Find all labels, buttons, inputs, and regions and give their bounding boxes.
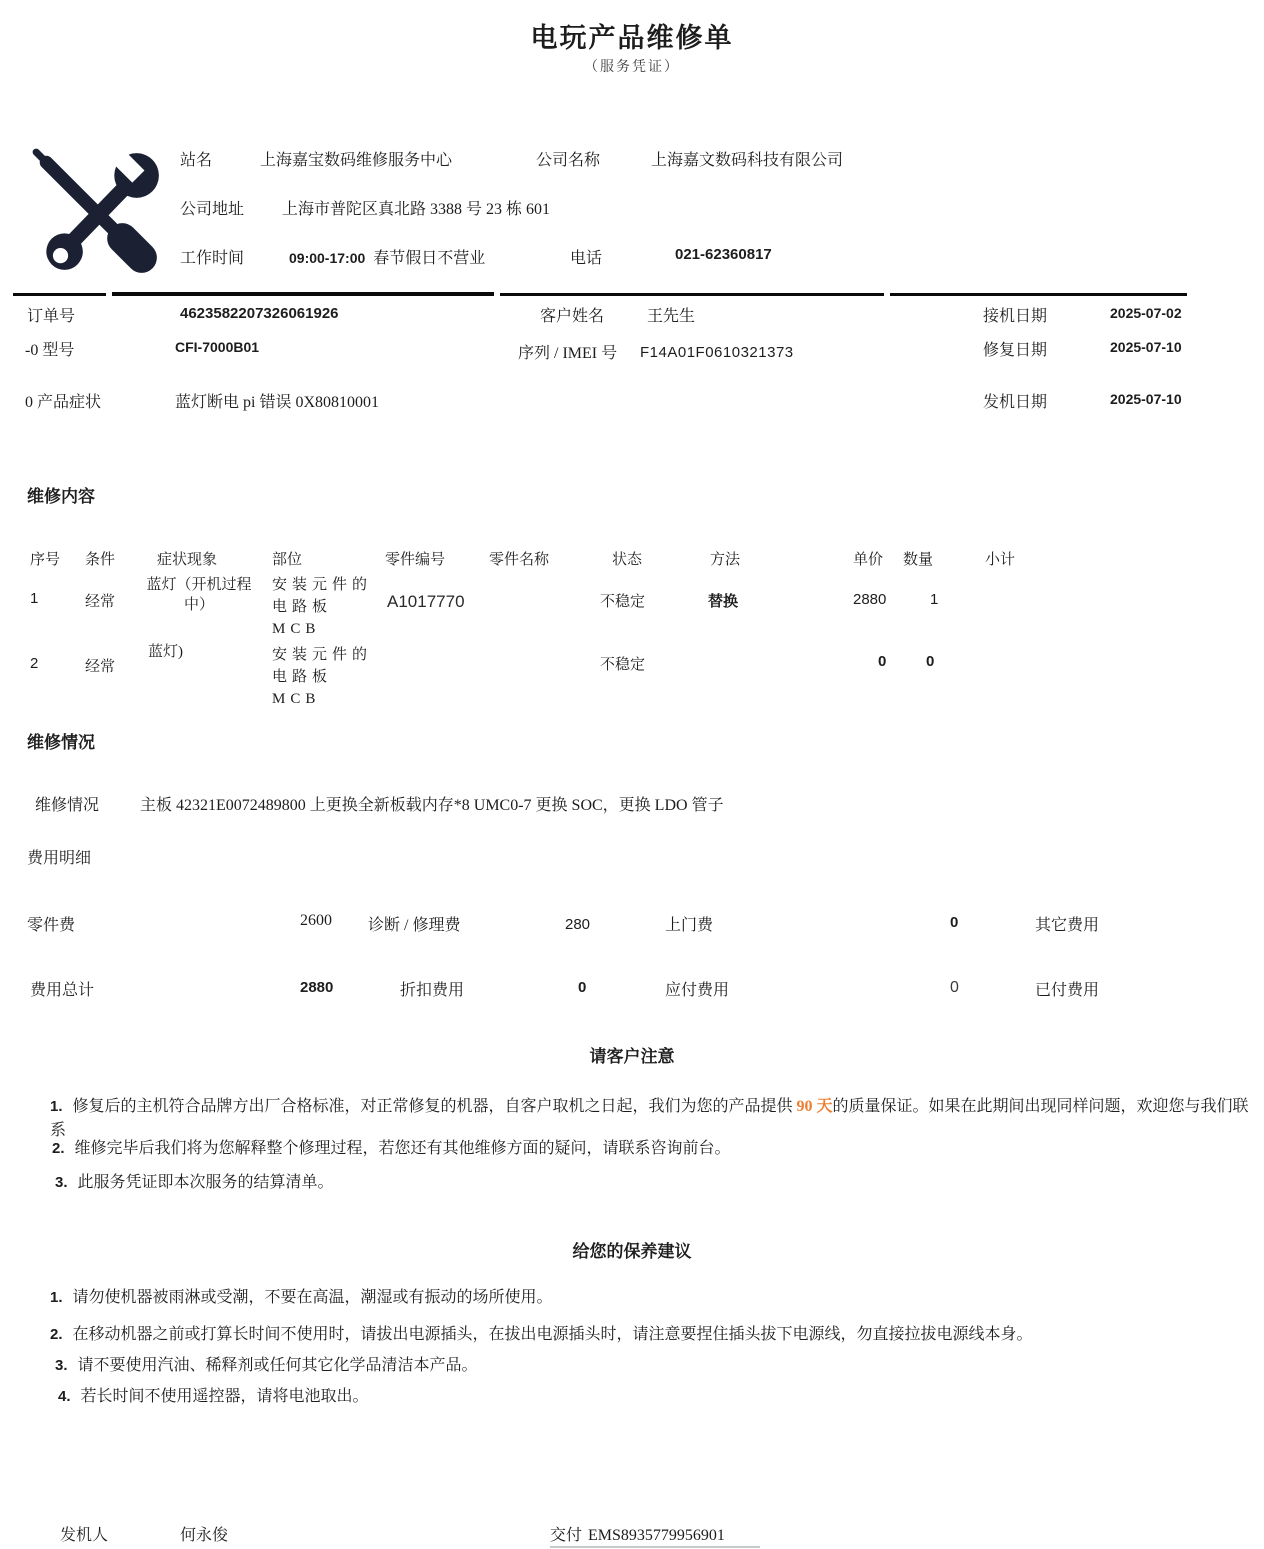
advice-item-number: 4. [58, 1388, 71, 1405]
serial-value: F14A01F0610321373 [640, 344, 794, 361]
column-header-status: 状态 [612, 552, 643, 568]
diagnosis-fee-value: 280 [565, 916, 591, 933]
symptom-label: 0 产品症状 [25, 394, 102, 411]
advice-item-number: 1. [50, 1289, 63, 1306]
column-header-part: 部位 [272, 552, 303, 568]
repair-content-heading: 维修内容 [27, 487, 95, 506]
page-subtitle: （服务凭证） [584, 60, 680, 75]
visit-fee-label: 上门费 [665, 917, 714, 934]
shipped-date-label: 发机日期 [983, 394, 1048, 411]
advice-item-text: 若长时间不使用遥控器，请将电池取出。 [80, 1388, 369, 1405]
payable-fee-label: 应付费用 [665, 982, 730, 999]
delivery-value: EMS8935779956901 [588, 1527, 725, 1544]
notice-item-text: 修复后的主机符合品牌方出厂合格标准，对正常修复的机器，自客户取机之日起，我们为您的产品提供 [72, 1098, 797, 1115]
received-date-label: 接机日期 [983, 308, 1048, 325]
row-part: 安装元件的电路板 MCB [272, 577, 373, 637]
notice-item-text: 此服务凭证即本次服务的结算清单。 [77, 1174, 334, 1191]
company-name-value: 上海嘉文数码科技有限公司 [651, 152, 844, 169]
column-header-subtotal: 小计 [985, 552, 1016, 568]
notice-item-text: 维修完毕后我们将为您解释整个修理过程，若您还有其他维修方面的疑问，请联系咨询前台。 [74, 1140, 731, 1157]
sender-label: 发机人 [60, 1527, 109, 1544]
repair-status-value: 主板 42321E0072489800 上更换全新板载内存*8 UMC0-7 更换 SOC，更换 LDO 管子 [140, 797, 724, 814]
notice-item-number: 2. [52, 1140, 65, 1157]
warranty-highlight: 90 天 [796, 1098, 833, 1115]
advice-item-text: 请不要使用汽油、稀释剂或任何其它化学品清洁本产品。 [77, 1357, 478, 1374]
advice-item-text: 请勿使机器被雨淋或受潮，不要在高温，潮湿或有振动的场所使用。 [72, 1289, 553, 1306]
column-header-seq: 序号 [30, 552, 61, 568]
notice-item-text: 的质量保证。如果在此期间出现同样问题，欢迎您与我们联系 [50, 1098, 1249, 1139]
discount-fee-label: 折扣费用 [400, 982, 465, 999]
sender-value: 何永俊 [180, 1527, 229, 1544]
row-status: 不稳定 [600, 657, 646, 673]
repair-status-heading: 维修情况 [27, 733, 95, 752]
notice-item-number: 3. [55, 1174, 68, 1191]
company-name-label: 公司名称 [536, 152, 601, 169]
customer-name-value: 王先生 [647, 308, 696, 325]
fee-detail-label: 费用明细 [27, 850, 92, 867]
payable-fee-value: 0 [950, 979, 959, 996]
station-value: 上海嘉宝数码维修服务中心 [260, 152, 453, 169]
notice-item-number: 1. [50, 1098, 63, 1115]
customer-notice-heading: 请客户注意 [589, 1047, 675, 1066]
delivery-label: 交付 [550, 1527, 583, 1544]
row-status: 不稳定 [600, 594, 646, 610]
separator-line [112, 292, 494, 296]
customer-name-label: 客户姓名 [540, 308, 605, 325]
symptom-value: 蓝灯断电 pi 错误 0X80810001 [175, 394, 380, 411]
separator-line [13, 293, 106, 296]
column-header-part-name: 零件名称 [489, 552, 550, 568]
maintenance-advice-heading: 给您的保养建议 [572, 1242, 692, 1261]
row-part: 安装元件的电路板 MCB [272, 647, 373, 707]
hours-label: 工作时间 [180, 250, 245, 267]
row-unit-price: 2880 [853, 591, 887, 608]
advice-item-text: 在移动机器之前或打算长时间不使用时，请拔出电源插头，在拔出电源插头时，请注意要捏住插头拔下电源线，勿直接拉拔电源线本身。 [72, 1326, 1033, 1343]
advice-item-number: 3. [55, 1357, 68, 1374]
hours-note: 春节假日不营业 [373, 250, 486, 267]
shipped-date-value: 2025-07-10 [1110, 391, 1182, 407]
column-header-method: 方法 [710, 552, 741, 568]
order-no-label: 订单号 [27, 308, 76, 325]
row-seq: 2 [30, 655, 39, 672]
phone-label: 电话 [570, 250, 603, 267]
row-condition: 经常 [85, 659, 116, 675]
row-method: 替换 [708, 594, 739, 610]
received-date-value: 2025-07-02 [1110, 305, 1182, 321]
column-header-condition: 条件 [85, 552, 116, 568]
row-qty: 1 [930, 591, 939, 608]
row-symptom: 蓝灯) [148, 644, 183, 660]
address-label: 公司地址 [180, 201, 245, 218]
separator-line [500, 293, 884, 296]
column-header-qty: 数量 [903, 552, 934, 568]
tools-logo-icon [24, 140, 166, 282]
row-unit-price: 0 [878, 653, 887, 670]
repaired-date-label: 修复日期 [983, 342, 1048, 359]
parts-fee-value: 2600 [300, 912, 332, 929]
serial-label: 序列 / IMEI 号 [518, 345, 618, 362]
row-part-no: A1017770 [387, 592, 465, 611]
column-header-symptom: 症状现象 [157, 552, 218, 568]
model-value: CFI-7000B01 [175, 339, 260, 355]
parts-fee-label: 零件费 [27, 917, 76, 934]
phone-value: 021-62360817 [675, 246, 772, 263]
row-qty: 0 [926, 653, 935, 670]
order-no-value: 4623582207326061926 [180, 305, 339, 322]
total-fee-label: 费用总计 [30, 982, 95, 999]
total-fee-value: 2880 [300, 979, 334, 996]
visit-fee-value: 0 [950, 914, 959, 931]
model-label: -0 型号 [25, 342, 75, 359]
footer-partial-line [550, 1546, 760, 1548]
advice-item [58, 1385, 1258, 1409]
separator-line [890, 293, 1187, 296]
advice-item [50, 1286, 1258, 1310]
row-condition: 经常 [85, 594, 116, 610]
column-header-part-no: 零件编号 [385, 552, 446, 568]
station-label: 站名 [180, 152, 213, 169]
address-value: 上海市普陀区真北路 3388 号 23 栋 601 [282, 201, 551, 218]
advice-item [50, 1323, 1258, 1347]
diagnosis-fee-label: 诊断 / 修理费 [368, 917, 461, 934]
row-seq: 1 [30, 590, 39, 607]
hours-time: 09:00-17:00 [289, 250, 366, 266]
advice-item-number: 2. [50, 1326, 63, 1343]
page-title: 电玩产品维修单 [530, 23, 734, 53]
delivery-info [550, 1522, 725, 1545]
advice-item [55, 1354, 1255, 1378]
column-header-unit-price: 单价 [853, 552, 884, 568]
repair-status-label: 维修情况 [35, 797, 100, 814]
repaired-date-value: 2025-07-10 [1110, 339, 1182, 355]
row-symptom: 蓝灯（开机过程中） [146, 577, 252, 614]
hours-value [289, 245, 485, 268]
notice-item [50, 1095, 1258, 1143]
notice-item [55, 1171, 1255, 1195]
notice-item [52, 1137, 1252, 1161]
discount-fee-value: 0 [578, 979, 587, 996]
paid-fee-label: 已付费用 [1035, 982, 1100, 999]
other-fee-label: 其它费用 [1035, 917, 1100, 934]
